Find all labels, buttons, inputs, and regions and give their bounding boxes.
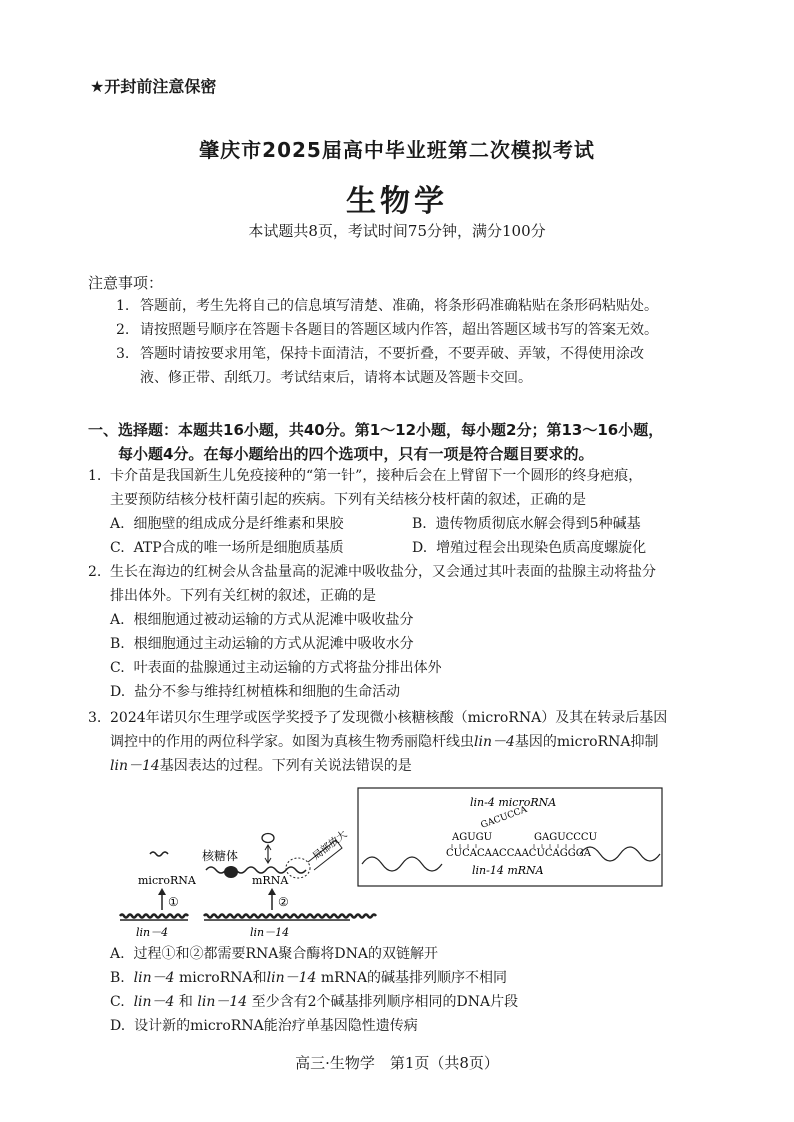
notice-text: 请按照题号顺序在答题卡各题目的答题区域内作答，超出答题区域书写的答案无效。 (140, 322, 658, 338)
protein-icon (262, 834, 274, 843)
gene-lin14-label: lin－14 (250, 926, 290, 939)
question-stem: 主要预防结核分枝杆菌引起的疾病。下列有关结核分枝杆菌的叙述，正确的是 (110, 492, 586, 508)
box-bottom-label: lin-14 mRNA (472, 864, 544, 877)
option-row (110, 536, 730, 560)
notice-num: 3. (116, 346, 130, 362)
section-line1: 一、选择题：本题共16小题，共40分。第1～12小题，每小题2分；第13～16小题， (88, 421, 664, 439)
microrna-squiggle (150, 852, 168, 856)
confidential-notice: ★开封前注意保密 (90, 77, 217, 96)
microrna-label: microRNA (138, 874, 196, 887)
exam-info: 本试题共8页，考试时间75分钟，满分100分 (248, 222, 546, 240)
option-a: A. 细胞壁的组成成分是纤维素和果胶 (110, 516, 344, 532)
section-line2: 每小题4分。在每小题给出的四个选项中，只有一项是符合题目要求的。 (118, 445, 594, 463)
question-3-options (110, 942, 730, 1038)
notice-text-cont: 液、修正带、刮纸刀。考试结束后，请将本试题及答题卡交回。 (140, 370, 532, 386)
option-d: D. 增殖过程会出现染色质高度螺旋化 (412, 540, 647, 556)
microrna-diagram (110, 782, 670, 940)
question-number: 2. (88, 564, 102, 580)
question-number: 1. (88, 468, 102, 484)
question-stem: 调控中的作用的两位科学家。如图为真核生物秀丽隐杆线虫lin－4基因的microRNA抑制 (110, 734, 659, 750)
lin14-dna (204, 915, 376, 918)
question-stem: lin－14基因表达的过程。下列有关说法错误的是 (110, 758, 412, 774)
zoom-label: 局部放大 (311, 829, 350, 863)
seq-loop: GACUCCA (479, 804, 529, 831)
question-stem: 2024年诺贝尔生理学或医学奖授予了发现微小核糖核酸（microRNA）及其在转录后基因 (110, 710, 668, 726)
notice-item (116, 294, 716, 318)
question-1 (88, 464, 730, 560)
lin4-dna (120, 915, 188, 918)
question-2 (88, 560, 730, 704)
gene-lin4-label: lin－4 (136, 926, 169, 939)
section-heading (88, 418, 718, 466)
option-d: D. 盐分不参与维持红树植株和细胞的生命活动 (110, 684, 401, 700)
ribosome-icon (224, 866, 238, 878)
option-a: A. 根细胞通过被动运输的方式从泥滩中吸收盐分 (110, 612, 414, 628)
step-2-label: ② (278, 895, 289, 909)
box-mrna-right (580, 847, 660, 861)
option-c: C. ATP合成的唯一场所是细胞质基质 (110, 540, 344, 556)
arrow-head-icon (268, 888, 276, 895)
notice-item (116, 318, 716, 342)
option-c: C. 叶表面的盐腺通过主动运输的方式将盐分排出体外 (110, 660, 442, 676)
box-mrna-left (362, 857, 442, 871)
ribosome-label: 核糖体 (202, 849, 239, 863)
seq-left: AGUGU (452, 832, 493, 843)
question-number: 3. (88, 710, 102, 726)
question-stem: 排出体外。下列有关红树的叙述，正确的是 (110, 588, 376, 604)
seq-bottom: CUCACAACCAACUCAGGGA (446, 848, 591, 859)
option-c: C. lin－4 和 lin－14 至少含有2个碱基排列顺序相同的DNA片段 (110, 994, 519, 1010)
seq-right: GAGUCCCU (534, 832, 598, 843)
notice-num: 2. (116, 322, 130, 338)
option-b: B. 遗传物质彻底水解会得到5种碱基 (412, 516, 641, 532)
option-d: D. 设计新的microRNA能治疗单基因隐性遗传病 (110, 1018, 418, 1034)
exam-title: 肇庆市2025届高中毕业班第二次模拟考试 (199, 138, 595, 162)
option-a: A. 过程①和②都需要RNA聚合酶将DNA的双链解开 (110, 946, 438, 962)
box-top-label: lin-4 microRNA (470, 796, 557, 809)
arrow-head-icon (158, 888, 166, 895)
option-b: B. lin－4 microRNA和lin－14 mRNA的碱基排列顺序不相同 (110, 970, 508, 986)
step-1-label: ① (168, 895, 179, 909)
question-stem: 卡介苗是我国新生儿免疫接种的“第一针”，接种后会在上臂留下一个圆形的终身疤痕， (110, 468, 643, 484)
mrna-label: mRNA (252, 874, 289, 887)
notice-text: 答题时请按要求用笔，保持卡面清洁，不要折叠，不要弄破、弄皱，不得使用涂改 (140, 346, 644, 362)
question-stem: 生长在海边的红树会从含盐量高的泥滩中吸收盐分，又会通过其叶表面的盐腺主动将盐分 (110, 564, 656, 580)
question-3 (88, 706, 730, 778)
notice-num: 1. (116, 298, 130, 314)
notice-item (116, 342, 716, 390)
subject-title: 生物学 (346, 184, 448, 219)
option-b: B. 根细胞通过主动运输的方式从泥滩中吸收水分 (110, 636, 414, 652)
notice-text: 答题前，考生先将自己的信息填写清楚、准确，将条形码准确粘贴在条形码粘贴处。 (140, 298, 658, 314)
mrna-strand (206, 867, 306, 873)
option-row (110, 512, 730, 536)
page-footer: 高三·生物学 第1页（共8页） (295, 1054, 499, 1072)
notice-heading: 注意事项： (88, 274, 164, 292)
